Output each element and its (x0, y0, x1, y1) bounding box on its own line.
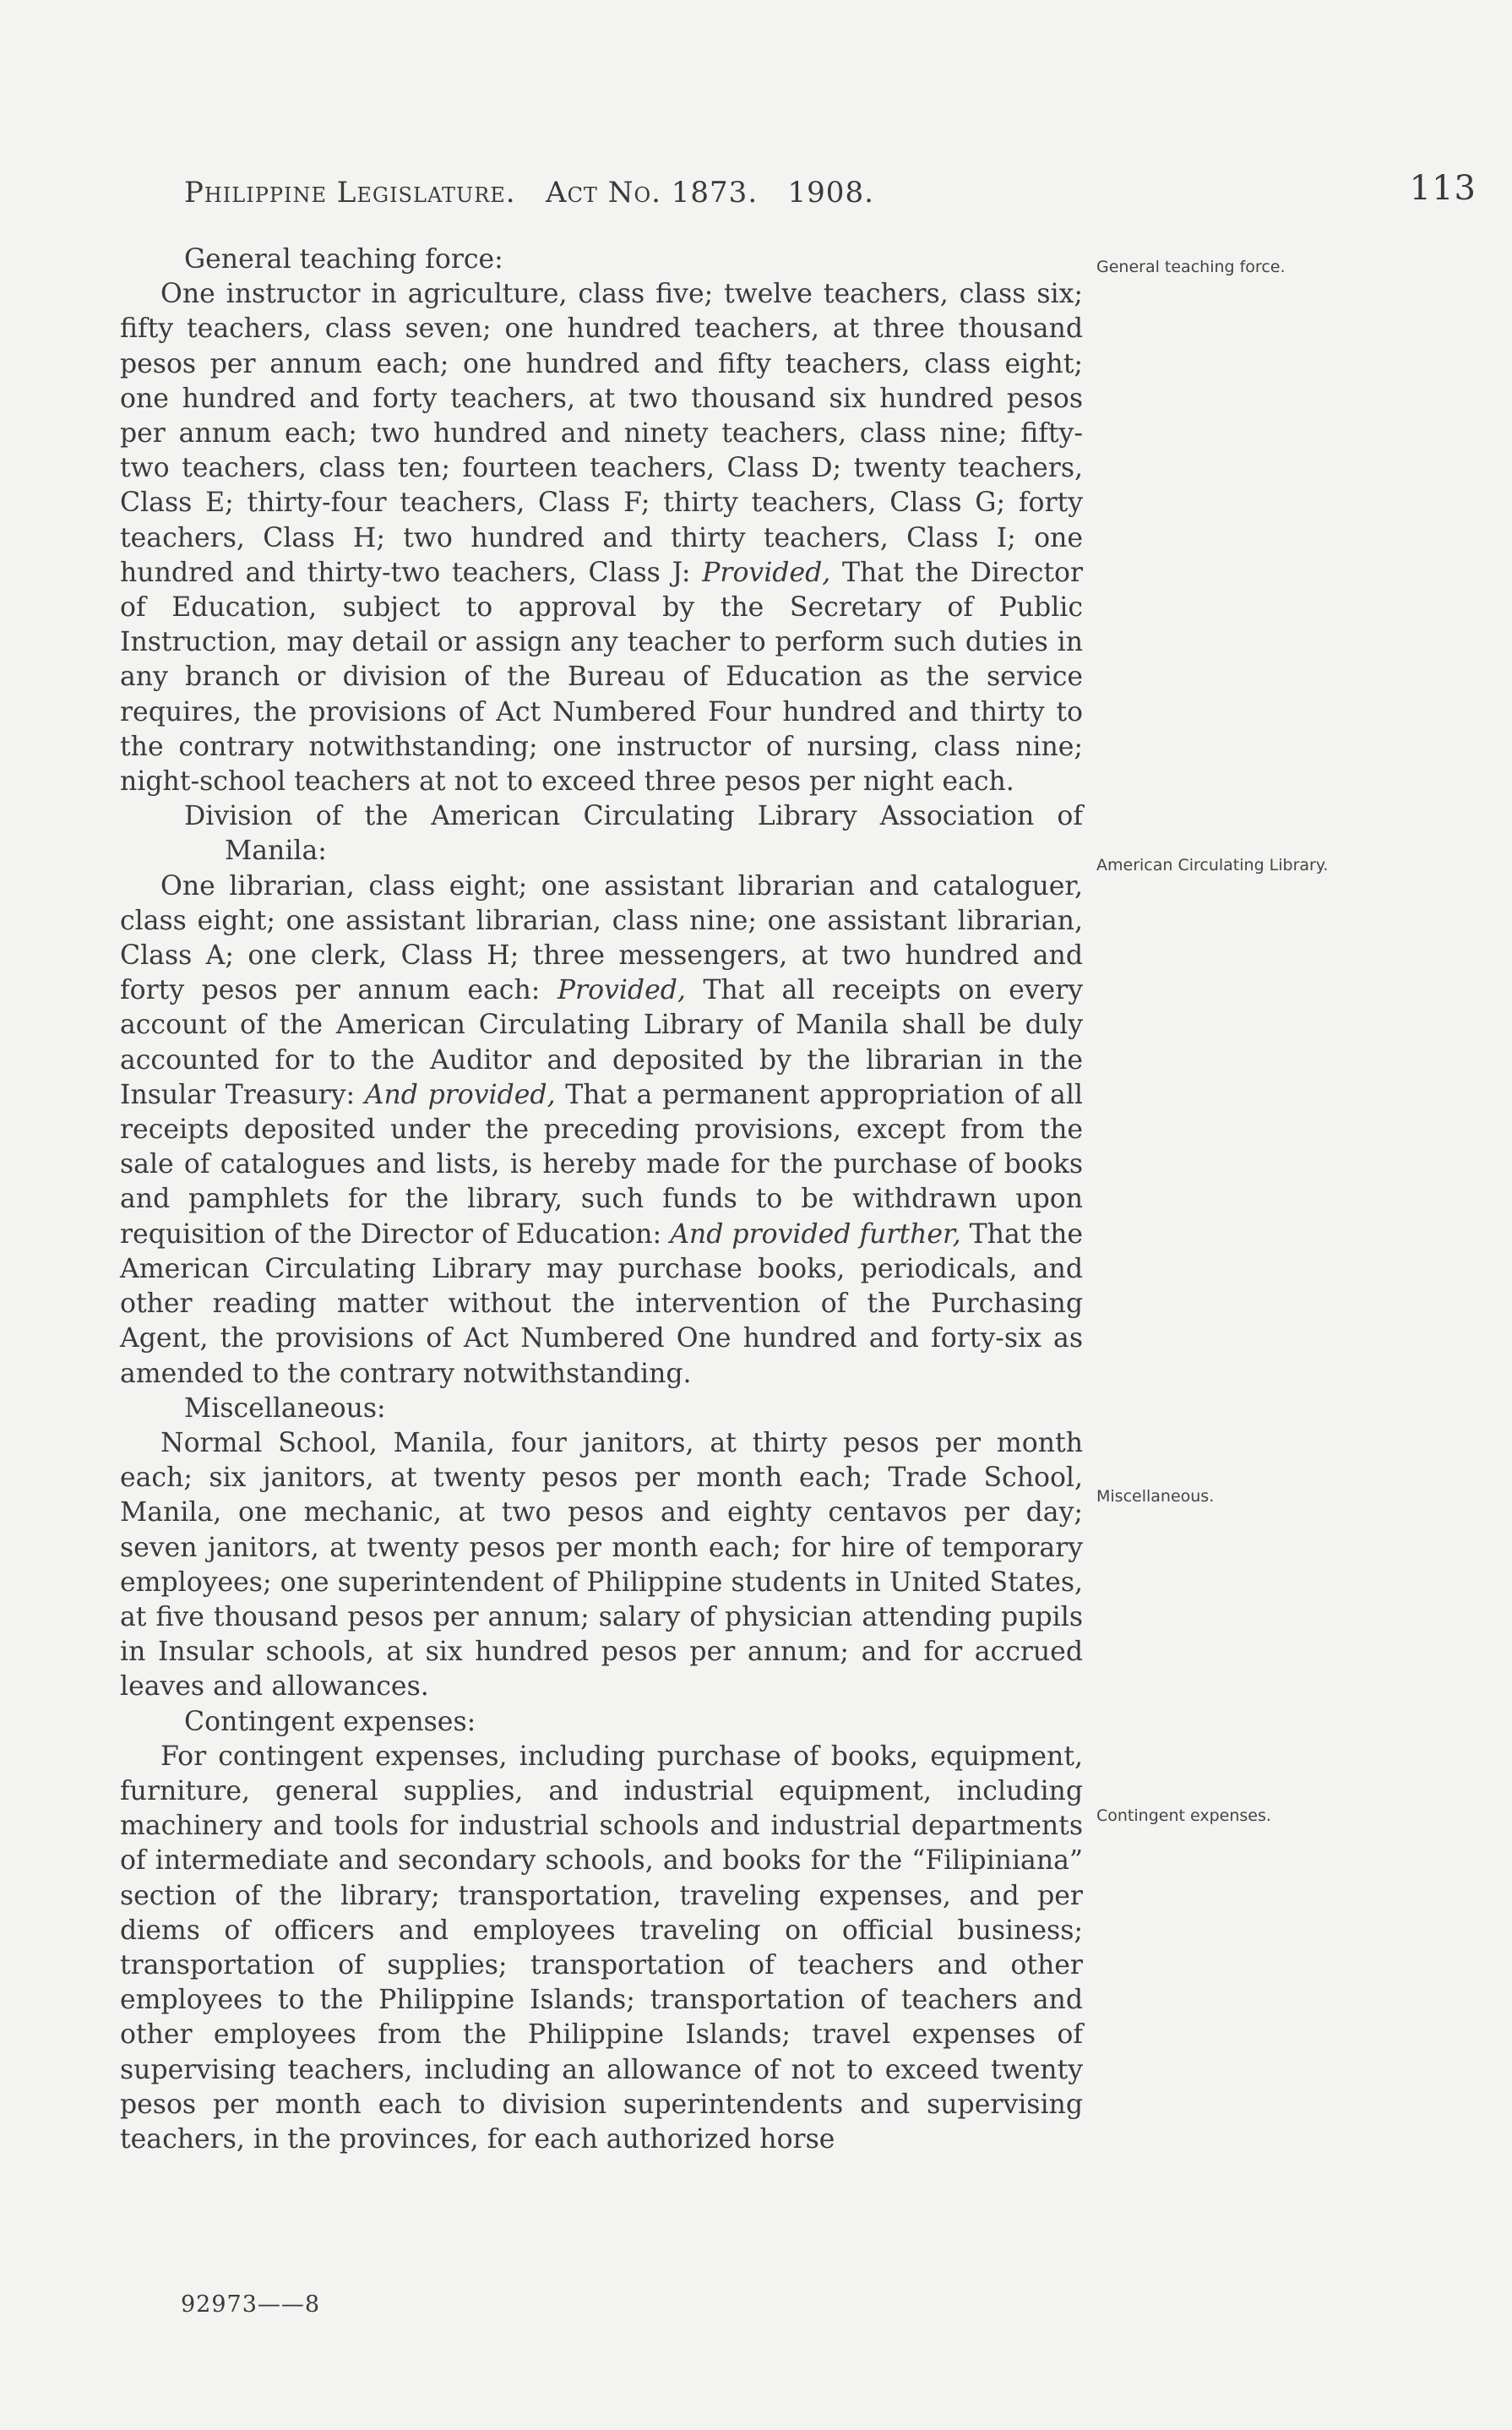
section-heading-miscellaneous: Miscellaneous: (184, 1392, 386, 1424)
signature-mark: 92973——8 (181, 2291, 321, 2318)
provided-clause: Provided, (702, 557, 831, 588)
section-body-library (120, 869, 1083, 1392)
library-body-text: One librarian, class eight; one assistant librarian and cataloguer, class eight; one assistant librarian, class nine; one assistant librarian, Class A; one clerk, Class H; three messengers, at two hundred and forty pesos per annum each: (120, 870, 1083, 1006)
section-heading-contingent-expenses: Contingent expenses: (184, 1706, 476, 1737)
general-body-text-2: That the Director of Education, subject to approval by the Secretary of Public Instruction, may detail or assign any teacher to perform such duties in any branch or division of the Bureau of Education as the service requires, the provisions of Act Numbered Four hundred and thirty to the contrary notwithstanding; one instructor of nursing, class nine; night-school teachers at not to exceed three pesos per night each. (120, 557, 1084, 798)
library-body-text-2: That all receipts on every account of the American Circulating Library of Manila shall be duly accounted for to the Auditor and deposited by the librarian in the Insular Treasury: (120, 975, 1084, 1110)
running-header (184, 169, 1477, 220)
provided-clause-2: And provided, (364, 1079, 556, 1110)
main-text-column (120, 241, 1083, 2157)
margin-note-american-circulating-library: American Circulating Library. (1096, 856, 1329, 874)
provided-clause-3: And provided further, (670, 1218, 961, 1250)
section-body-general-teaching-force (120, 277, 1083, 799)
section-body-miscellaneous: Normal School, Manila, four janitors, at thirty pesos per month each; six janitors, at twenty pesos per month each; Trade School, Manila, one mechanic, at two pesos and eighty centavos per day; seven janitors, at twenty pesos per month each; for hire of temporary employees; one superintendent of Philippine students in United States, at five thousand pesos per annum; salary of physician attending pupils in Insular schools, at six hundred pesos per annum; and for accrued leaves and allowances. (120, 1427, 1083, 1703)
section-heading-library: Division of the American Circulating Library Association of Manila: (184, 801, 1083, 867)
margin-note-general-teaching-force: General teaching force. (1096, 258, 1286, 276)
margin-note-miscellaneous: Miscellaneous. (1096, 1487, 1215, 1506)
library-body-text-3: That a permanent appropriation of all receipts deposited under the preceding provisions, except from the sale of catalogues and lists, is hereby made for the purchase of books and pamphlets for the library, such funds to be withdrawn upon requisition of the Director of Education: (120, 1079, 1083, 1250)
provided-clause-1: Provided, (557, 975, 686, 1006)
section-body-contingent-expenses: For contingent expenses, including purchase of books, equipment, furniture, general supplies, and industrial equipment, including machinery and tools for industrial schools and industrial departments of intermediate and secondary schools, and books for the “Filipiniana” section of the library; transportation, traveling expenses, and per diems of officers and employees traveling on official business; transportation of supplies; transportation of teachers and other employees to the Philippine Islands; transportation of teachers and other employees from the Philippine Islands; travel expenses of supervising teachers, including an allowance of not to exceed twenty pesos per month each to division superintendents and supervising teachers, in the provinces, for each authorized horse (120, 1741, 1083, 2155)
general-body-text: One instructor in agriculture, class five; twelve teachers, class six; fifty teachers, class seven; one hundred teachers, at three thousand pesos per annum each; one hundred and fifty teachers, class eight; one hundred and forty teachers, at two thousand six hundred pesos per annum each; two hundred and ninety teachers, class nine; fifty-two teachers, class ten; fourteen teachers, Class D; twenty teachers, Class E; thirty-four teachers, Class F; thirty teachers, Class G; forty teachers, Class H; two hundred and thirty teachers, Class I; one hundred and thirty-two teachers, Class J: (120, 279, 1083, 588)
header-title: Philippine Legislature. Act No. 1873. 1908. (184, 176, 874, 210)
section-heading-general-teaching-force: General teaching force: (184, 244, 503, 275)
margin-note-contingent-expenses: Contingent expenses. (1096, 1806, 1271, 1825)
page-number: 113 (1409, 169, 1477, 208)
library-body-text-4: That the American Circulating Library may purchase books, periodicals, and other reading matter without the intervention of the Purchasing Agent, the provisions of Act Numbered One hundred and forty-six as amended to the contrary notwithstanding. (120, 1218, 1084, 1389)
